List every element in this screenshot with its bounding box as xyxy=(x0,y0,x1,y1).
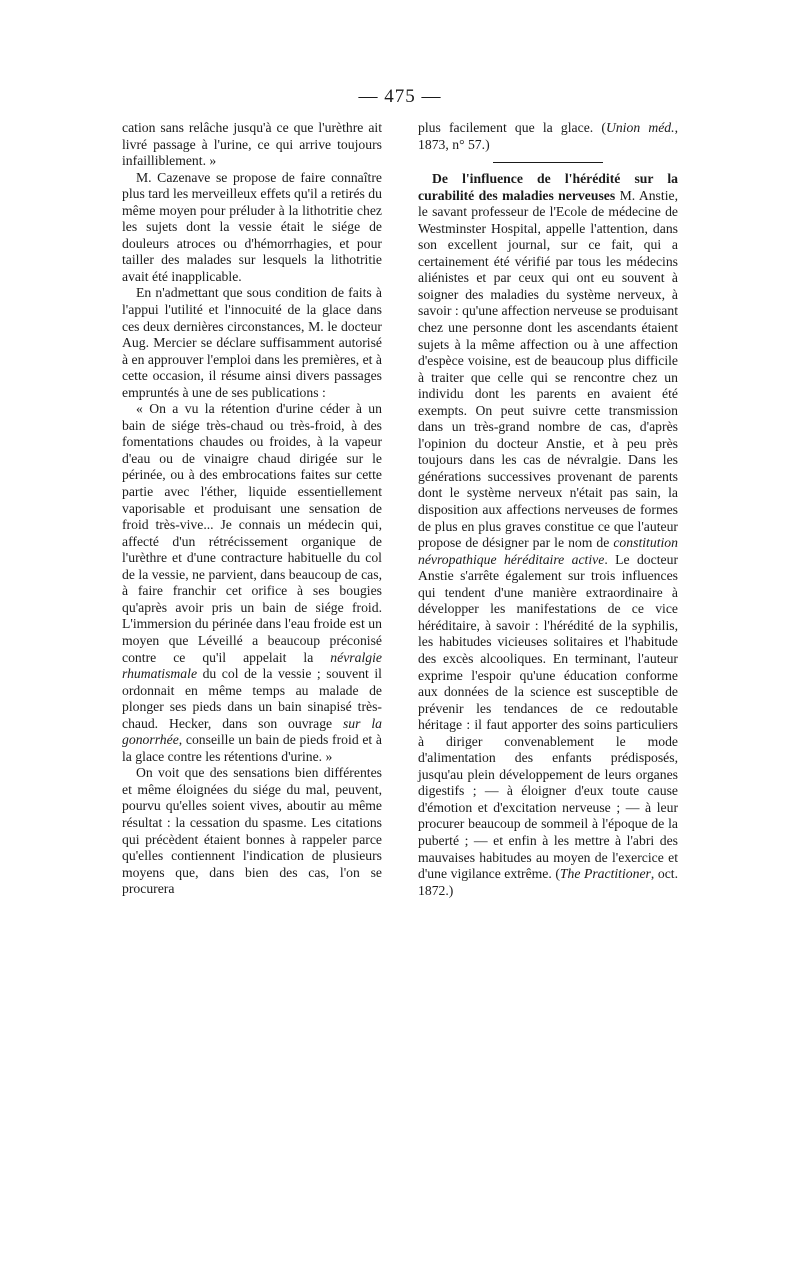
quotation-italic-nevralgie: névralgie rhumatismale xyxy=(122,649,382,682)
source-union-med: Union méd. xyxy=(605,120,675,135)
quotation-italic-gonorrhee: sur la gonorrhée xyxy=(122,715,382,748)
quotation-text-b: du col de la vessie ; souvent il ordonnait en même temps au malade de plonger ses pieds dans un bain sinapisé très-chaud. Hecker, dans son ouvrage xyxy=(122,666,382,731)
paragraph-cazenave: M. Cazenave se propose de faire connaître plus tard les merveilleux effets qu'il a retirés du même moyen pour préluder à la lithotritie chez les sujets dont la vessie était le siége de douleurs atroces ou d'hémorrhagies, et pour tailler des malades sur lesquels la lithotritie avait été inapplicable. xyxy=(122,169,382,284)
paragraph-continuation-right xyxy=(418,120,678,153)
paragraph-mercier: En n'admettant que sous condition de faits à l'appui l'utilité et l'innocuité de la glace dans ces deux dernières circonstances, M. le docteur Aug. Mercier se déclare suffisamment autorisé à en approuver l'emploi dans les premières, et à cette occasion, il résume ainsi divers passages empruntés à une de ses publications : xyxy=(122,285,382,400)
right-column xyxy=(418,120,678,899)
page-number: — 475 — xyxy=(358,86,442,107)
paragraph-quotation xyxy=(122,401,382,765)
article-text-b: . Le docteur Anstie s'arrête également sur trois influences qui tendent d'une manière extraordinaire à développer les manifestations de ce vice héréditaire, à savoir : l'hérédité de la syphilis, les habitudes vicieuses solitaires et l'habitude des excès alcooliques. En terminant, l'auteur exprime l'espoir qu'une éducation conforme aux données de la science est susceptible de prévenir les tendances de ce redoutable héritage : il faut apporter des soins particuliers à diriger convenablement le mode d'alimentation des enfants prédisposés, jusqu'au plein développement de leurs organes digestifs ; — à éloigner d'eux toute cause d'émotion et d'excitation nerveuse ; — à leur procurer beaucoup de sommeil à l'époque de la puberté ; — et enfin à les mettre à l'abri des mauvaises habitudes au moyen de l'exercice et d'une vigilance extrême. ( xyxy=(418,551,679,882)
article-italic-constitution: constitution névropathique héréditaire active xyxy=(418,535,678,567)
article-text-a: M. Anstie, le savant professeur de l'Ecole de médecine de Westminster Hospital, appelle l'attention, dans son excellent journal, sur ce fait, qui a certainement été vérifié par tous les médecins aliénistes et par ceux qui ont eu souvent à soigner des maladies du système nerveux, à savoir : qu'une affection nerveuse se produisant chez une personne dont les ascendants étaient sujets à la même affection ou à une affection d'espèce voisine, est de beaucoup plus difficile à traiter que celle qui se rencontre chez un individu dont les parents en avaient été exempts. On peut suivre cette transmission dans un très-grand nombre de cas, d'après l'opinion du docteur Anstie, et à peu près toujours dans les cas de névralgie. Dans les générations successives provenant de parents dont le système nerveux n'était pas sain, la disposition aux affections nerveuses de formes de plus en plus graves constitue ce que l'auteur propose de désigner par le nom de xyxy=(418,187,678,551)
continuation-text-b: , 1873, n° 57.) xyxy=(418,120,678,152)
paragraph-conclusion: On voit que des sensations bien différentes et même éloignées du siége du mal, peuvent, pourvu qu'elles soient vives, aboutir au même résultat : la cessation du spasme. Les citations qui précèdent étaient bonnes à rappeler parce qu'elles contiennent l'indication de plusieurs moyens que, dans bien des cas, l'on se procurera xyxy=(122,765,382,897)
source-practitioner: The Practitioner xyxy=(559,866,651,882)
quotation-text-c: , conseille un bain de pieds froid et à la glace contre les rétentions d'urine. » xyxy=(122,732,382,764)
article-text-c: , oct. 1872.) xyxy=(418,866,678,898)
paragraph-heredite xyxy=(418,171,678,899)
quotation-text-a: « On a vu la rétention d'urine céder à un bain de siége très-chaud ou très-froid, à des fomentations chaudes ou froides, à la vapeur d'eau ou de vinaigre chaud dirigée sur le périnée, ou à des embrocations faites sur cette partie avec l'éther, liquide essentiellement vaporisable et produisant une sensation de froid très-vive... Je connais un médecin qui, affecté d'un rétrécissement organique de l'urèthre et d'une contracture habituelle du col de la vessie, ne parvient, dans beaucoup de cas, à faire franchir cet orifice à ses bougies qu'après avoir pris un bain de siége froid. L'immersion du périnée dans l'eau froide est un moyen que Léveillé a beaucoup préconisé contre ce qu'il appelait la xyxy=(122,401,382,665)
article-heading: De l'influence de l'hérédité sur la curabilité des maladies nerveuses xyxy=(418,171,678,203)
left-column xyxy=(122,120,382,898)
continuation-text-a: plus facilement que la glace. ( xyxy=(418,120,606,135)
paragraph-continuation: cation sans relâche jusqu'à ce que l'urèthre ait livré passage à l'urine, ce qui arrive toujours infailliblement. » xyxy=(122,120,382,169)
section-divider xyxy=(493,162,603,163)
